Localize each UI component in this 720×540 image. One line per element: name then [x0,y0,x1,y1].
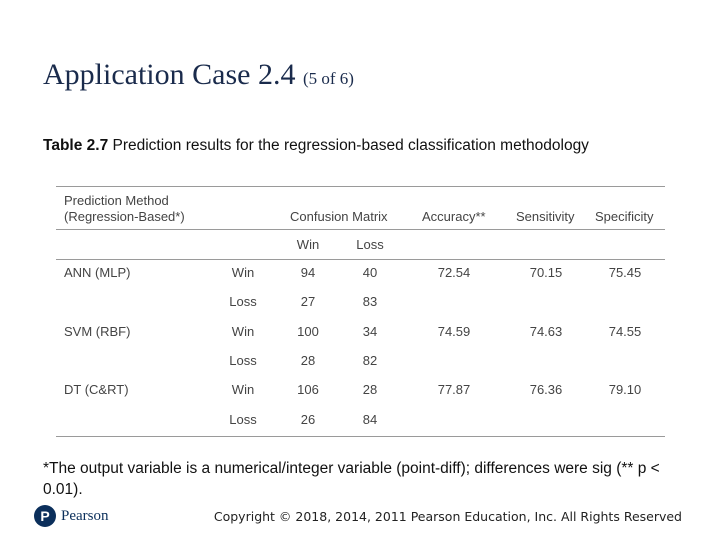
cell-sensitivity: 76.36 [529,382,563,398]
slide-title-sub: (5 of 6) [302,69,354,88]
cell-method: SVM (RBF) [64,323,131,339]
cell-method: ANN (MLP) [64,265,131,280]
cell-win: 26 [300,411,316,427]
header-method-line1: Prediction Method [64,193,169,208]
table-top-rule [56,186,665,187]
cell-method: DT (C&RT) [64,382,129,398]
cell-sensitivity: 74.63 [529,323,563,339]
pearson-logo-text: Pearson [61,507,109,524]
cell-actual-label: Win [231,265,255,280]
cell-specificity: 75.45 [608,265,642,280]
cell-actual-label: Loss [229,411,257,427]
cell-accuracy: 77.87 [437,382,471,398]
table-bottom-rule [56,436,665,437]
cell-win: 106 [297,382,319,398]
table-header-rule [56,229,665,230]
header-sensitivity: Sensitivity [516,209,575,224]
header-loss: Loss [356,237,384,252]
table-subheader-rule [56,259,665,260]
cell-loss: 28 [362,382,378,398]
cell-win: 94 [300,265,316,280]
header-method-line2: (Regression-Based*) [64,209,185,224]
cell-actual-label: Win [231,323,255,339]
cell-actual-label: Win [231,382,255,398]
cell-sensitivity: 70.15 [529,265,563,280]
cell-win: 100 [297,323,319,339]
header-specificity: Specificity [595,209,654,224]
cell-accuracy: 72.54 [437,265,471,280]
cell-loss: 34 [362,323,378,339]
cell-loss: 83 [362,294,378,310]
header-confusion-matrix: Confusion Matrix [290,209,388,224]
cell-specificity: 79.10 [608,382,642,398]
footnote: *The output variable is a numerical/integer variable (point-diff); differences were sig (** p < 0.01). [43,460,660,498]
cell-specificity: 74.55 [608,323,642,339]
cell-loss: 82 [362,352,378,368]
cell-actual-label: Loss [229,294,257,310]
header-win: Win [296,237,320,252]
cell-actual-label: Loss [229,352,257,368]
copyright-notice: Copyright © 2018, 2014, 2011 Pearson Education, Inc. All Rights Reserved [213,509,682,524]
cell-win: 28 [300,352,316,368]
cell-loss: 40 [362,265,378,280]
cell-accuracy: 74.59 [437,323,471,339]
pearson-logo [34,505,109,527]
table-caption-text: Prediction results for the regression-based classification methodology [112,137,589,154]
pearson-logo-icon: P [34,505,56,527]
header-accuracy: Accuracy** [422,209,486,224]
slide-title-main: Application Case 2.4 [43,58,296,91]
table-caption-number: Table 2.7 [43,137,109,154]
cell-loss: 84 [362,411,378,427]
cell-win: 27 [300,294,316,310]
